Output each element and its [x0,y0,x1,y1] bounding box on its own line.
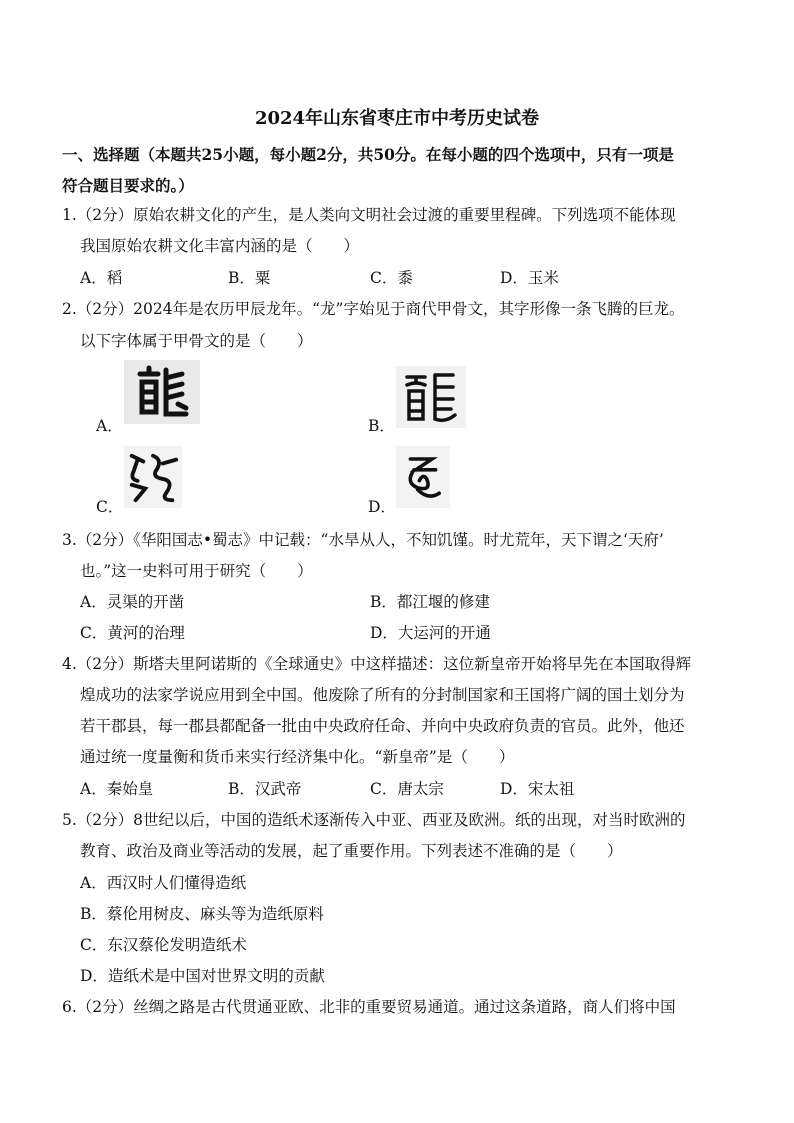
question-6-line-1: 6.（2分）丝绸之路是古代贯通亚欧、北非的重要贸易通道。通过这条道路，商人们将中国 [62,998,676,1016]
dragon-oracle-bone-icon[interactable] [396,446,450,508]
question-1-option-a[interactable]: A．稻 [80,269,123,287]
question-2-label-c[interactable]: C． [96,498,124,516]
question-5-option-b[interactable]: B．蔡伦用树皮、麻头等为造纸原料 [80,905,324,923]
question-3-option-a[interactable]: A．灵渠的开凿 [80,593,185,611]
section-line-2: 符合题目要求的。） [62,176,194,195]
question-4-option-b[interactable]: B．汉武帝 [228,780,302,798]
question-5-option-d[interactable]: D．造纸术是中国对世界文明的贡献 [80,967,325,985]
question-3-line-2: 也。”这一史料可用于研究（ ） [80,562,313,580]
question-1-option-b[interactable]: B．粟 [228,269,271,287]
question-4-line-1: 4.（2分）斯塔夫里阿诺斯的《全球通史》中这样描述：这位新皇帝开始将早先在本国取得辉 [62,655,692,673]
question-4-line-4: 通过统一度量衡和货币来实行经济集中化。“新皇帝”是（ ） [80,748,515,766]
question-4-line-3: 若干郡县，每一郡县都配备一批由中央政府任命、并向中央政府负责的官员。此外，他还 [80,717,685,735]
question-1-line-1: 1.（2分）原始农耕文化的产生，是人类向文明社会过渡的重要里程碑。下列选项不能体现 [62,206,676,224]
section-header [62,139,742,201]
question-5-option-a[interactable]: A．西汉时人们懂得造纸 [80,874,247,892]
question-5-line-1: 5.（2分）8世纪以后，中国的造纸术逐渐传入中亚、西亚及欧洲。纸的出现，对当时欧洲的 [62,811,686,829]
question-3-option-d[interactable]: D．大运河的开通 [370,624,491,642]
question-1-option-c[interactable]: C．黍 [370,269,413,287]
question-2-label-d[interactable]: D． [368,498,396,516]
question-2-label-a[interactable]: A． [96,417,123,435]
dragon-seal-script-icon[interactable] [396,366,466,428]
question-3-option-c[interactable]: C．黄河的治理 [80,624,185,642]
question-3-line-1: 3.（2分）《华阳国志•蜀志》中记载：“水旱从人，不知饥馑。时尤荒年，天下谓之‘天府’ [62,531,664,549]
page-title: 2024年山东省枣庄市中考历史试卷 [254,108,540,129]
question-4-option-c[interactable]: C．唐太宗 [370,780,444,798]
question-1-option-d[interactable]: D．玉米 [500,269,559,287]
question-4-option-a[interactable]: A．秦始皇 [80,780,154,798]
question-2-label-b[interactable]: B． [368,417,395,435]
dragon-bronze-script-icon[interactable] [124,446,182,508]
question-2-line-1: 2.（2分）2024年是农历甲辰龙年。“龙”字始见于商代甲骨文，其字形像一条飞腾的巨龙。 [62,300,685,318]
section-line-1: 一、选择题（本题共25小题，每小题2分，共50分。在每小题的四个选项中，只有一项是 [62,145,674,164]
question-2-line-2: 以下字体属于甲骨文的是（ ） [80,332,313,350]
question-3-option-b[interactable]: B．都江堰的修建 [370,593,490,611]
question-4-option-d[interactable]: D．宋太祖 [500,780,575,798]
question-1-line-2: 我国原始农耕文化丰富内涵的是（ ） [80,237,360,255]
dragon-regular-script-icon[interactable] [124,360,200,424]
question-5-option-c[interactable]: C．东汉蔡伦发明造纸术 [80,936,247,954]
question-4-line-2: 煌成功的法家学说应用到全中国。他废除了所有的分封制国家和王国将广阔的国土划分为 [80,686,685,704]
question-5-line-2: 教育、政治及商业等活动的发展，起了重要作用。下列表述不准确的是（ ） [80,842,623,860]
